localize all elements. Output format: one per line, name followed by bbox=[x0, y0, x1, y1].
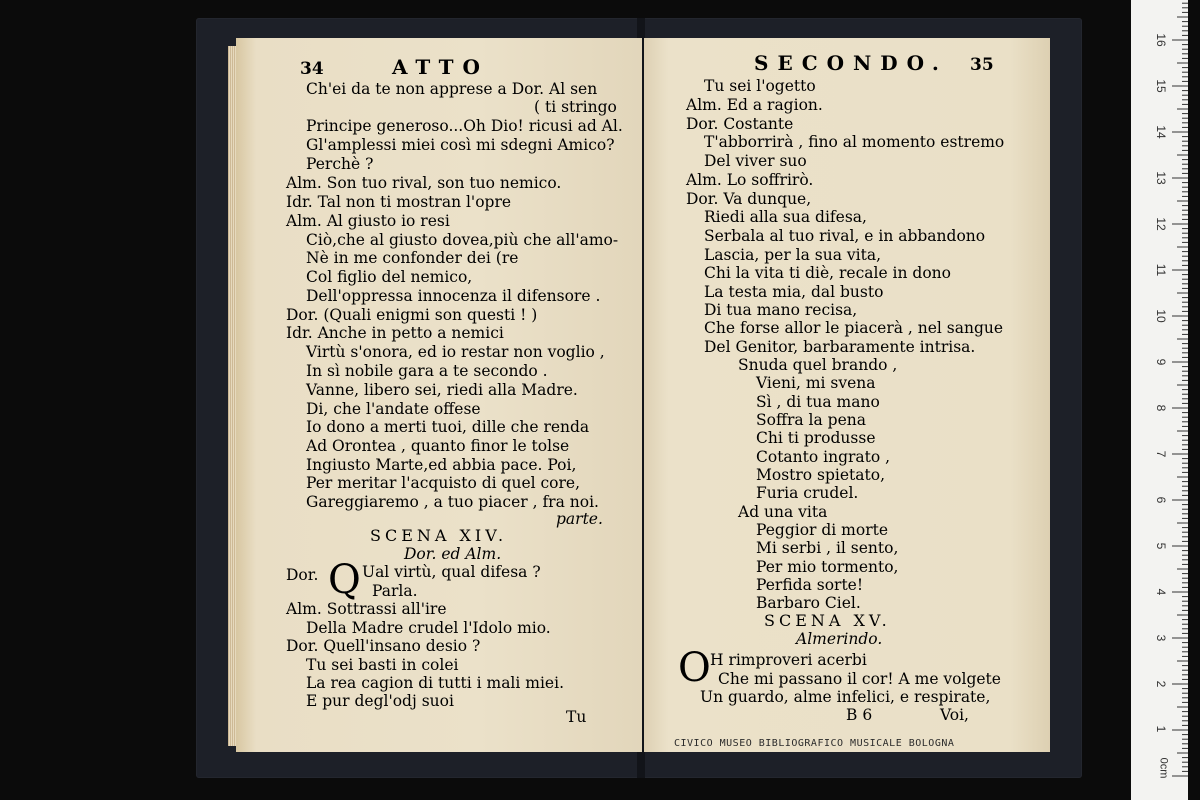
text-line: Peggior di morte bbox=[756, 521, 889, 539]
text-line: Tu sei l'ogetto bbox=[704, 77, 816, 95]
text-line: Virtù s'onora, ed io restar non voglio , bbox=[306, 343, 605, 361]
text-line: Dor. Costante bbox=[686, 115, 794, 133]
library-stamp: CIVICO MUSEO BIBLIOGRAFICO MUSICALE BOLOGNA bbox=[674, 738, 955, 749]
text-line: Col figlio del nemico, bbox=[306, 268, 473, 286]
text-line: Mostro spietato, bbox=[756, 466, 886, 484]
text-line: E pur degl'odj suoi bbox=[306, 692, 454, 710]
text-line: Serbala al tuo rival, e in abbandono bbox=[704, 227, 986, 245]
ruler-label: 10 bbox=[1154, 309, 1168, 323]
text-line: Di, che l'andate offese bbox=[306, 400, 481, 418]
ruler-label: 7 bbox=[1154, 450, 1168, 458]
text-line: Io dono a merti tuoi, dille che renda bbox=[306, 418, 590, 436]
text-line: Vanne, libero sei, riedi alla Madre. bbox=[306, 381, 578, 399]
catchword: Voi, bbox=[940, 706, 969, 724]
ruler-label: 5 bbox=[1154, 542, 1168, 550]
ruler-label: 11 bbox=[1154, 263, 1168, 277]
drop-capital: O bbox=[678, 645, 711, 691]
text-line: Tu sei basti in colei bbox=[306, 656, 459, 674]
text-line: Snuda quel brando , bbox=[738, 356, 898, 374]
text-line: Alm. Lo soffrirò. bbox=[686, 171, 814, 189]
ruler-label: 14 bbox=[1154, 125, 1168, 139]
text-line: Alm. Ed a ragion. bbox=[686, 96, 823, 114]
text-line: T'abborrirà , fino al momento estremo bbox=[704, 133, 1005, 151]
text-line: Sì , di tua mano bbox=[756, 393, 880, 411]
ruler-label: 6 bbox=[1154, 496, 1168, 504]
text-line: Per meritar l'acquisto di quel core, bbox=[306, 474, 581, 492]
text-line: Di tua mano recisa, bbox=[704, 301, 858, 319]
ruler-label: 13 bbox=[1154, 171, 1168, 185]
right-page-header: SECONDO. bbox=[754, 51, 948, 75]
right-page-number: 35 bbox=[970, 55, 994, 75]
text-line: Gareggiaremo , a tuo piacer , fra noi. bbox=[306, 493, 599, 511]
text-line: Dor. (Quali enigmi son questi ! ) bbox=[286, 306, 538, 324]
text-line: Nè in me confonder dei (re bbox=[306, 249, 519, 267]
ruler-label: 4 bbox=[1154, 588, 1168, 596]
text-line: ( ti stringo bbox=[534, 98, 617, 116]
ruler-label: 12 bbox=[1154, 217, 1168, 231]
text-line: Ad una vita bbox=[738, 503, 828, 521]
stage-direction: parte. bbox=[556, 510, 603, 528]
text-line: Principe generoso...Oh Dio! ricusi ad Al. bbox=[306, 117, 623, 135]
text-line: Dell'oppressa innocenza il difensore . bbox=[306, 287, 601, 305]
speaker-label: Dor. bbox=[286, 566, 319, 584]
ruler-label: 15 bbox=[1154, 79, 1168, 93]
text-line: Vieni, mi svena bbox=[756, 374, 876, 392]
text-line: Cotanto ingrato , bbox=[756, 448, 891, 466]
text-line: Della Madre crudel l'Idolo mio. bbox=[306, 619, 551, 637]
text-line: Ch'ei da te non apprese a Dor. Al sen bbox=[306, 80, 598, 98]
text-line: Parla. bbox=[372, 582, 418, 600]
text-line: Per mio tormento, bbox=[756, 558, 899, 576]
text-line: Mi serbi , il sento, bbox=[756, 539, 899, 557]
scene-heading: SCENA XIV. bbox=[370, 526, 508, 545]
ruler-label: 16 bbox=[1154, 33, 1168, 47]
text-line: Ciò,che al giusto dovea,più che all'amo- bbox=[306, 231, 619, 249]
text-line: Ual virtù, qual difesa ? bbox=[362, 563, 541, 581]
left-page-number: 34 bbox=[300, 59, 324, 79]
text-line: Ad Orontea , quanto finor le tolse bbox=[306, 437, 570, 455]
text-line: Gl'amplessi miei così mi sdegni Amico? bbox=[306, 136, 615, 154]
text-line: Furia crudel. bbox=[756, 484, 859, 502]
text-line: La testa mia, dal busto bbox=[704, 283, 884, 301]
text-line: Idr. Anche in petto a nemici bbox=[286, 324, 504, 342]
ruler-label: 9 bbox=[1154, 358, 1168, 366]
text-line: La rea cagion di tutti i mali miei. bbox=[306, 674, 564, 692]
text-line: Alm. Son tuo rival, son tuo nemico. bbox=[286, 174, 562, 192]
text-line: H rimproveri acerbi bbox=[710, 651, 867, 669]
text-line: Del Genitor, barbaramente intrisa. bbox=[704, 338, 976, 356]
scene-characters: Almerindo. bbox=[796, 630, 883, 648]
scene-heading: SCENA XV. bbox=[764, 611, 891, 630]
text-line: Chi la vita ti diè, recale in dono bbox=[704, 264, 951, 282]
text-line: Chi ti produsse bbox=[756, 429, 876, 447]
ruler-label: 1 bbox=[1154, 725, 1168, 733]
text-line: Lascia, per la sua vita, bbox=[704, 246, 881, 264]
text-line: Del viver suo bbox=[704, 152, 807, 170]
text-line: Barbaro Ciel. bbox=[756, 594, 861, 612]
ruler-unit: 0cm bbox=[1157, 757, 1170, 779]
text-line: Dor. Va dunque, bbox=[686, 190, 812, 208]
text-line: In sì nobile gara a te secondo . bbox=[306, 362, 548, 380]
text-line: Che forse allor le piacerà , nel sangue bbox=[704, 319, 1004, 337]
text-line: Un guardo, alme infelici, e respirate, bbox=[700, 688, 991, 706]
text-line: Riedi alla sua difesa, bbox=[704, 208, 867, 226]
text-line: Dor. Quell'insano desio ? bbox=[286, 637, 481, 655]
left-page-header: ATTO bbox=[392, 55, 489, 79]
signature-mark: B 6 bbox=[846, 706, 873, 724]
ruler-label: 8 bbox=[1154, 404, 1168, 412]
text-line: Alm. Al giusto io resi bbox=[286, 212, 450, 230]
text-line: Alm. Sottrassi all'ire bbox=[286, 600, 447, 618]
scene-characters: Dor. ed Alm. bbox=[404, 545, 502, 563]
ruler-label: 2 bbox=[1154, 680, 1168, 688]
text-line: Ingiusto Marte,ed abbia pace. Poi, bbox=[306, 456, 577, 474]
text-line: Soffra la pena bbox=[756, 411, 866, 429]
ruler-label: 3 bbox=[1154, 634, 1168, 642]
text-line: Che mi passano il cor! A me volgete bbox=[718, 670, 1001, 688]
scale-ruler bbox=[1131, 0, 1188, 800]
text-line: Perchè ? bbox=[306, 155, 374, 173]
drop-capital: Q bbox=[328, 557, 361, 603]
text-line: Idr. Tal non ti mostran l'opre bbox=[286, 193, 512, 211]
catchword: Tu bbox=[566, 708, 587, 726]
text-line: Perfida sorte! bbox=[756, 576, 864, 594]
